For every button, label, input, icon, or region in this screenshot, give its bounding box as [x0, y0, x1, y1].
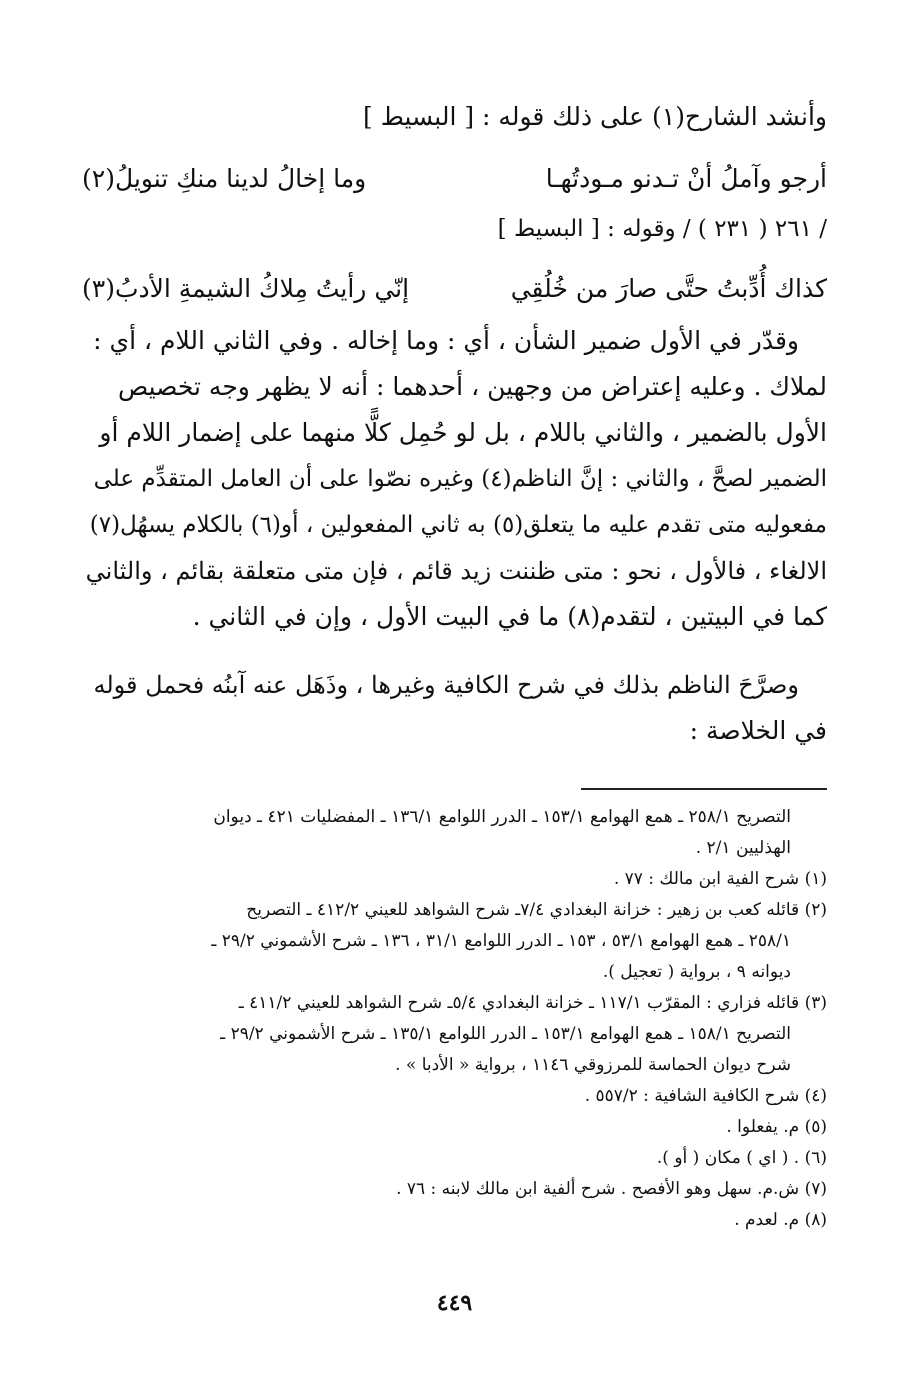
paragraph-line: وقدّر في الأول ضمير الشأن ، أي : وما إخاله . وفي الثاني اللام ، أي :	[93, 326, 799, 355]
intro-text: وأنشد الشارح(١) على ذلك قوله : [ البسيط ]	[363, 102, 827, 131]
footnote-line: (٦) . ( اي ) مكان ( أو ).	[656, 1148, 827, 1168]
verse-2-first-hemistich: كذاك أُدِّبتُ حتَّى صارَ من خُلُقِي	[510, 274, 827, 303]
footnote-line: التصريح ١٥٨/١ ـ همع الهوامع ١٥٣/١ ـ الدرر اللوامع ١٣٥/١ ـ شرح الأشموني ٢٩/٢ ـ	[220, 1024, 791, 1044]
verse-1	[82, 156, 827, 202]
paragraph-line: الالغاء ، فالأول ، نحو : متى ظننت زيد قائم ، فإن متى متعلقة بقائم ، والثاني	[85, 557, 827, 585]
footnote-line: ديوانه ٩ ، برواية ( تعجيل ).	[602, 962, 791, 982]
footnote-line: ٢٥٨/١ ـ همع الهوامع ٥٣/١ ، ١٥٣ ـ الدرر اللوامع ٣١/١ ، ١٣٦ ـ شرح الأشموني ٢٩/٢ ـ	[211, 931, 791, 951]
paragraph-2	[82, 662, 827, 754]
paragraph-line: وصرَّحَ الناظم بذلك في شرح الكافية وغيرها ، وذَهَل عنه آبنُه فحمل قوله	[93, 671, 799, 699]
footnote-line: التصريح ٢٥٨/١ ـ همع الهوامع ١٥٣/١ ـ الدرر اللوامع ١٣٦/١ ـ المفضليات ٤٢١ ـ ديوان	[213, 807, 791, 827]
footnote-line: (٣) قائله فزاري : المقرّب ١١٧/١ ـ خزانة البغدادي ٥/٤ـ شرح الشواهد للعيني ٤١١/٢ ـ	[238, 993, 827, 1013]
paragraph-line: لملاك . وعليه إعتراض من وجهين ، أحدهما : أنه لا يظهر وجه تخصيص	[118, 372, 827, 401]
marker-text: / ٢٦١ ( ٢٣١ ) / وقوله : [ البسيط ]	[497, 216, 827, 242]
paragraph-line: في الخلاصة :	[689, 716, 827, 745]
paragraph-line: مفعوليه متى تقدم عليه ما يتعلق(٥) به ثاني المفعولين ، أو(٦) بالكلام يسهُل(٧)	[89, 512, 827, 538]
verse-2	[82, 266, 827, 312]
footnote-line: (٥) م. يفعلوا .	[726, 1117, 827, 1137]
intro-line	[82, 94, 827, 140]
footnote-line: الهذليين ٢/١ .	[695, 838, 791, 858]
footnote-line: (١) شرح الفية ابن مالك : ٧٧ .	[613, 869, 827, 889]
paragraph-line: كما في البيتين ، لتقدم(٨) ما في البيت الأول ، وإن في الثاني .	[192, 602, 827, 631]
paragraph-line: الأول بالضمير ، والثاني باللام ، بل لو حُمِل كلًّا منهما على إضمار اللام أو	[99, 418, 827, 447]
verse-2-second-hemistich: إنّي رأيتُ مِلاكُ الشيمةِ الأدبُ(٣)	[82, 274, 410, 303]
footnote-line: (٨) م. لعدم .	[734, 1210, 827, 1230]
footnote-line: شرح ديوان الحماسة للمرزوقي ١١٤٦ ، برواية « الأدبا » .	[395, 1055, 791, 1075]
paragraph-line: الضمير لصحَّ ، والثاني : إنَّ الناظم(٤) وغيره نصّوا على أن العامل المتقدِّم على	[93, 466, 827, 492]
paragraph-1	[82, 318, 827, 640]
footnotes	[82, 802, 827, 1236]
footnote-line: (٤) شرح الكافية الشافية : ٥٥٧/٢ .	[584, 1086, 827, 1106]
footnote-separator	[581, 788, 827, 790]
marker-line	[82, 206, 827, 252]
verse-1-first-hemistich: أرجو وآملُ أنْ تـدنو مـودتُهـا	[545, 164, 827, 193]
page-number: ٤٤٩	[436, 1290, 473, 1316]
verse-1-second-hemistich: وما إخالُ لدينا منكِ تنويلُ(٢)	[82, 164, 367, 193]
footnote-line: (٧) ش.م. سهل وهو الأفصح . شرح ألفية ابن مالك لابنه : ٧٦ .	[396, 1179, 827, 1199]
footnote-line: (٢) قائله كعب بن زهير : خزانة البغدادي ٧/٤ـ شرح الشواهد للعيني ٤١٢/٢ ـ التصريح	[246, 900, 827, 920]
